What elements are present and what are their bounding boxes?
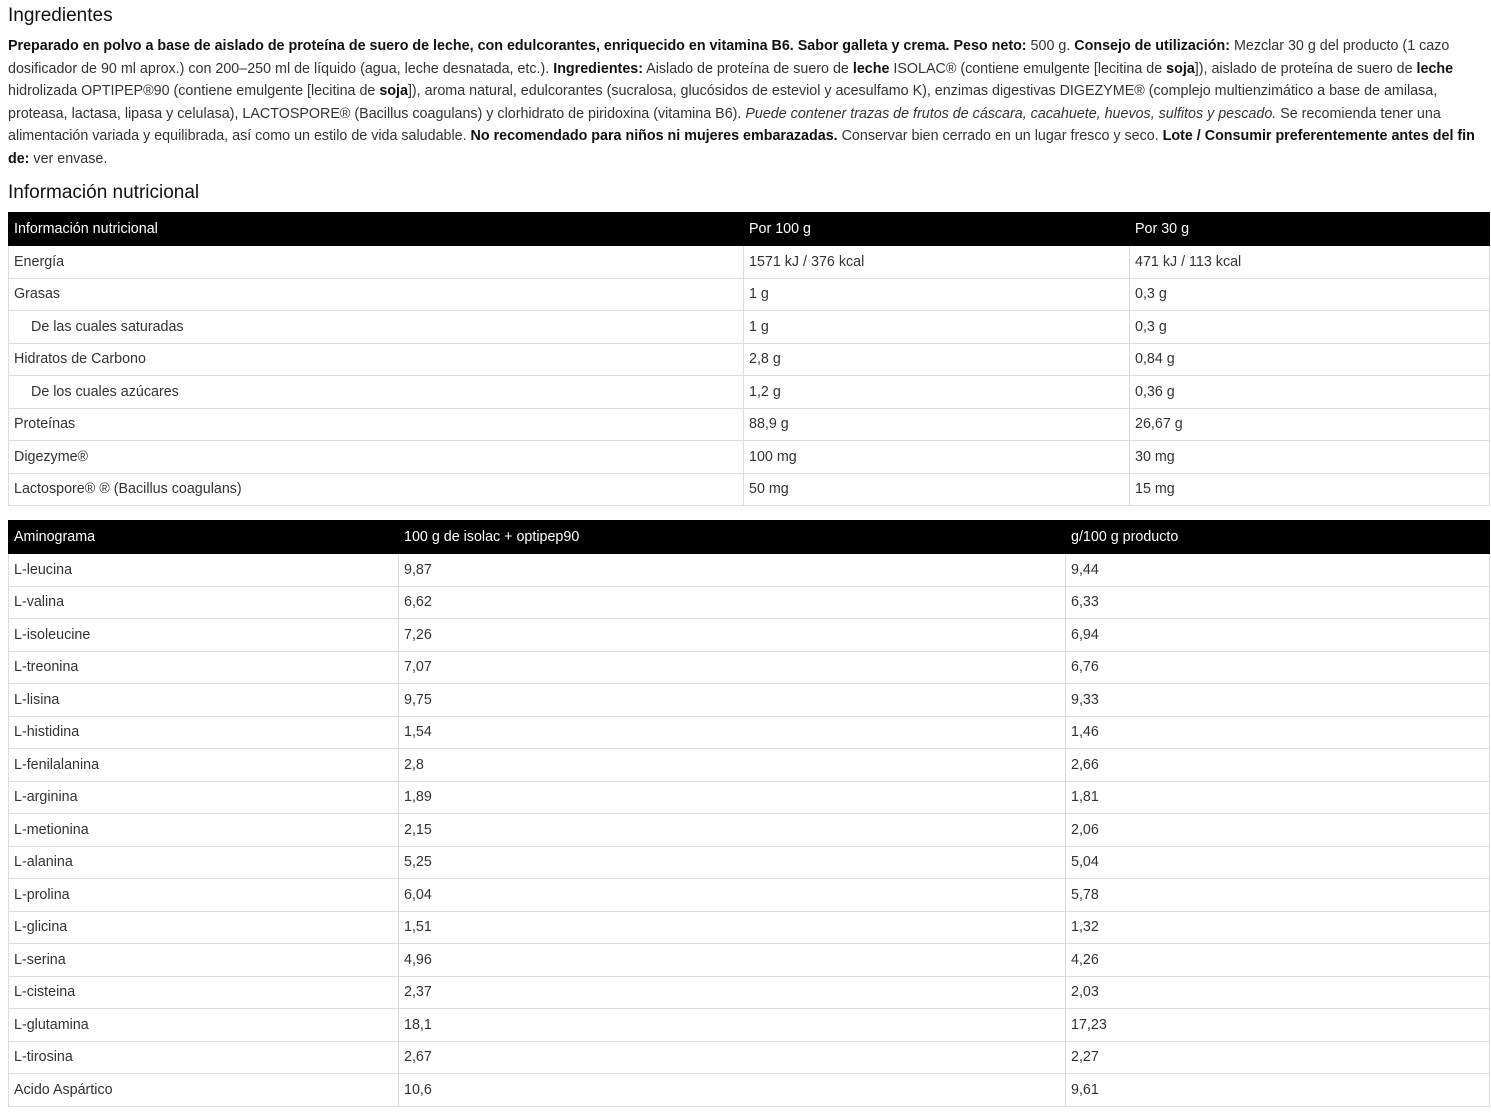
aminogram-cell-product: 6,76 (1066, 651, 1490, 684)
aminogram-cell-product: 2,66 (1066, 749, 1490, 782)
aminogram-row (9, 846, 1490, 879)
aminogram-cell-name: L-treonina (9, 651, 399, 684)
aminogram-cell-isolac: 2,67 (399, 1041, 1066, 1074)
ingredients-segment: ]), aroma natural, edulcorantes (sucralosa, glucósidos de esteviol y acesulfamo K), enzimas digestivas DIGEZYME® (complejo multienzimático a base de amilasa, proteasa, lactasa, lipasa y celulasa), LACTOSPORE® (Bacillus coagulans) y clorhidrato de piridoxina (vitamina B6). (8, 83, 1438, 122)
nutrition-row (9, 246, 1490, 279)
aminogram-cell-name: L-valina (9, 586, 399, 619)
nutrition-cell-per30: 26,67 g (1130, 408, 1490, 441)
aminogram-cell-isolac: 7,07 (399, 651, 1066, 684)
ingredients-segment: Preparado en polvo a base de aislado de proteína de suero de leche, con edulcorantes, enriquecido en vitamina B6. Sabor galleta y crema. Peso neto: (8, 38, 1027, 54)
aminogram-row (9, 1074, 1490, 1107)
aminogram-cell-isolac: 7,26 (399, 619, 1066, 652)
nutrition-cell-name: Hidratos de Carbono (9, 343, 744, 376)
aminogram-header-isolac: 100 g de isolac + optipep90 (399, 521, 1066, 554)
ingredients-segment: Aislado de proteína de suero de (643, 60, 853, 77)
ingredients-segment: Puede contener trazas de frutos de cáscara, cacahuete, huevos, sulfitos y pescado. (745, 105, 1277, 122)
nutrition-cell-per100: 88,9 g (744, 408, 1130, 441)
aminogram-cell-name: L-lisina (9, 684, 399, 717)
aminogram-row (9, 814, 1490, 847)
aminogram-cell-name: L-glutamina (9, 1009, 399, 1042)
nutrition-row (9, 441, 1490, 474)
aminogram-cell-name: L-arginina (9, 781, 399, 814)
nutrition-row (9, 473, 1490, 506)
aminogram-row (9, 879, 1490, 912)
ingredients-segment: soja (1166, 60, 1195, 77)
nutrition-heading: Información nutricional (8, 182, 200, 203)
ingredients-segment: Se recomienda tener una alimentación variada y equilibrada, así como un estilo de vida saludable. (8, 105, 1441, 144)
ingredients-segment: Mezclar 30 g del producto (1 cazo dosificador de 90 ml aprox.) con 200–250 ml de líquido (agua, leche desnatada, etc.). (8, 38, 1450, 77)
aminogram-cell-isolac: 1,51 (399, 911, 1066, 944)
ingredients-segment: ver envase. (29, 150, 108, 167)
ingredients-segment: ]), aislado de proteína de suero de (1194, 60, 1417, 77)
aminogram-cell-isolac: 9,87 (399, 554, 1066, 587)
nutrition-row (9, 311, 1490, 344)
aminogram-row (9, 684, 1490, 717)
aminogram-cell-name: Acido Aspártico (9, 1074, 399, 1107)
aminogram-cell-product: 2,03 (1066, 976, 1490, 1009)
aminogram-header-product: g/100 g producto (1066, 521, 1490, 554)
aminogram-row (9, 781, 1490, 814)
nutrition-header-per100: Por 100 g (744, 213, 1130, 246)
aminogram-cell-product: 1,81 (1066, 781, 1490, 814)
nutrition-cell-name: Proteínas (9, 408, 744, 441)
nutrition-cell-per30: 0,84 g (1130, 343, 1490, 376)
aminogram-row (9, 716, 1490, 749)
nutrition-table (8, 212, 1490, 506)
nutrition-row (9, 376, 1490, 409)
nutrition-cell-per100: 1,2 g (744, 376, 1130, 409)
nutrition-cell-per100: 1 g (744, 311, 1130, 344)
nutrition-row (9, 343, 1490, 376)
nutrition-cell-per30: 30 mg (1130, 441, 1490, 474)
aminogram-cell-product: 1,46 (1066, 716, 1490, 749)
aminogram-cell-name: L-glicina (9, 911, 399, 944)
nutrition-row (9, 408, 1490, 441)
nutrition-header-per30: Por 30 g (1130, 213, 1490, 246)
ingredients-segment: 500 g. (1026, 38, 1075, 54)
nutrition-cell-per30: 0,36 g (1130, 376, 1490, 409)
ingredients-segment: Lote / Consumir preferentemente antes del fin de: (8, 128, 1475, 167)
aminogram-cell-name: L-fenilalanina (9, 749, 399, 782)
aminogram-row (9, 1041, 1490, 1074)
aminogram-cell-isolac: 5,25 (399, 846, 1066, 879)
aminogram-cell-name: L-metionina (9, 814, 399, 847)
aminogram-cell-product: 6,94 (1066, 619, 1490, 652)
ingredients-segment: No recomendado para niños ni mujeres embarazadas. (470, 128, 838, 144)
aminogram-cell-name: L-prolina (9, 879, 399, 912)
nutrition-cell-per100: 50 mg (744, 473, 1130, 506)
aminogram-cell-isolac: 2,8 (399, 749, 1066, 782)
nutrition-cell-per30: 0,3 g (1130, 278, 1490, 311)
aminogram-cell-isolac: 9,75 (399, 684, 1066, 717)
ingredients-heading: Ingredientes (8, 5, 113, 26)
aminogram-cell-product: 2,27 (1066, 1041, 1490, 1074)
aminogram-row (9, 651, 1490, 684)
ingredients-segment: Consejo de utilización: (1074, 38, 1230, 54)
aminogram-cell-isolac: 2,15 (399, 814, 1066, 847)
aminogram-row (9, 911, 1490, 944)
ingredients-paragraph (8, 35, 1490, 170)
aminogram-cell-isolac: 18,1 (399, 1009, 1066, 1042)
ingredients-segment: ISOLAC® (contiene emulgente [lecitina de (889, 60, 1167, 77)
aminogram-cell-name: L-cisteina (9, 976, 399, 1009)
aminogram-cell-isolac: 1,89 (399, 781, 1066, 814)
nutrition-row (9, 278, 1490, 311)
aminogram-header-row (9, 521, 1490, 554)
aminogram-row (9, 586, 1490, 619)
aminogram-cell-name: L-histidina (9, 716, 399, 749)
aminogram-row (9, 976, 1490, 1009)
aminogram-row (9, 554, 1490, 587)
aminogram-cell-isolac: 6,62 (399, 586, 1066, 619)
aminogram-table-body (9, 554, 1490, 1107)
aminogram-cell-product: 4,26 (1066, 944, 1490, 977)
aminogram-cell-name: L-isoleucine (9, 619, 399, 652)
ingredients-segment: Ingredientes: (553, 60, 643, 77)
nutrition-header-name: Información nutricional (9, 213, 744, 246)
aminogram-row (9, 944, 1490, 977)
aminogram-cell-isolac: 2,37 (399, 976, 1066, 1009)
nutrition-cell-name: Energía (9, 246, 744, 279)
nutrition-table-body (9, 246, 1490, 506)
aminogram-cell-product: 9,61 (1066, 1074, 1490, 1107)
aminogram-cell-product: 2,06 (1066, 814, 1490, 847)
aminogram-row (9, 749, 1490, 782)
aminogram-cell-product: 17,23 (1066, 1009, 1490, 1042)
nutrition-cell-per30: 15 mg (1130, 473, 1490, 506)
nutrition-cell-per100: 100 mg (744, 441, 1130, 474)
nutrition-cell-per30: 471 kJ / 113 kcal (1130, 246, 1490, 279)
aminogram-row (9, 619, 1490, 652)
aminogram-row (9, 1009, 1490, 1042)
nutrition-cell-per30: 0,3 g (1130, 311, 1490, 344)
aminogram-cell-isolac: 4,96 (399, 944, 1066, 977)
aminogram-cell-name: L-leucina (9, 554, 399, 587)
aminogram-cell-product: 9,44 (1066, 554, 1490, 587)
ingredients-segment: soja (379, 83, 408, 99)
aminogram-table (8, 520, 1490, 1107)
aminogram-cell-product: 9,33 (1066, 684, 1490, 717)
nutrition-cell-per100: 1 g (744, 278, 1130, 311)
aminogram-cell-product: 5,78 (1066, 879, 1490, 912)
aminogram-cell-isolac: 6,04 (399, 879, 1066, 912)
nutrition-cell-name: De las cuales saturadas (9, 311, 744, 344)
ingredients-segment: hidrolizada OPTIPEP®90 (contiene emulgente [lecitina de (8, 83, 380, 99)
nutrition-cell-name: Digezyme® (9, 441, 744, 474)
nutrition-cell-per100: 1571 kJ / 376 kcal (744, 246, 1130, 279)
aminogram-cell-isolac: 1,54 (399, 716, 1066, 749)
aminogram-cell-isolac: 10,6 (399, 1074, 1066, 1107)
aminogram-cell-name: L-alanina (9, 846, 399, 879)
aminogram-header-name: Aminograma (9, 521, 399, 554)
nutrition-header-row (9, 213, 1490, 246)
ingredients-segment: Conservar bien cerrado en un lugar fresco y seco. (837, 128, 1163, 144)
aminogram-cell-product: 1,32 (1066, 911, 1490, 944)
nutrition-cell-name: Lactospore® ® (Bacillus coagulans) (9, 473, 744, 506)
ingredients-segment: leche (1416, 60, 1454, 77)
aminogram-cell-name: L-serina (9, 944, 399, 977)
ingredients-segment: leche (852, 60, 890, 77)
aminogram-cell-product: 5,04 (1066, 846, 1490, 879)
aminogram-cell-product: 6,33 (1066, 586, 1490, 619)
nutrition-cell-name: De los cuales azúcares (9, 376, 744, 409)
nutrition-cell-name: Grasas (9, 278, 744, 311)
nutrition-cell-per100: 2,8 g (744, 343, 1130, 376)
aminogram-cell-name: L-tirosina (9, 1041, 399, 1074)
